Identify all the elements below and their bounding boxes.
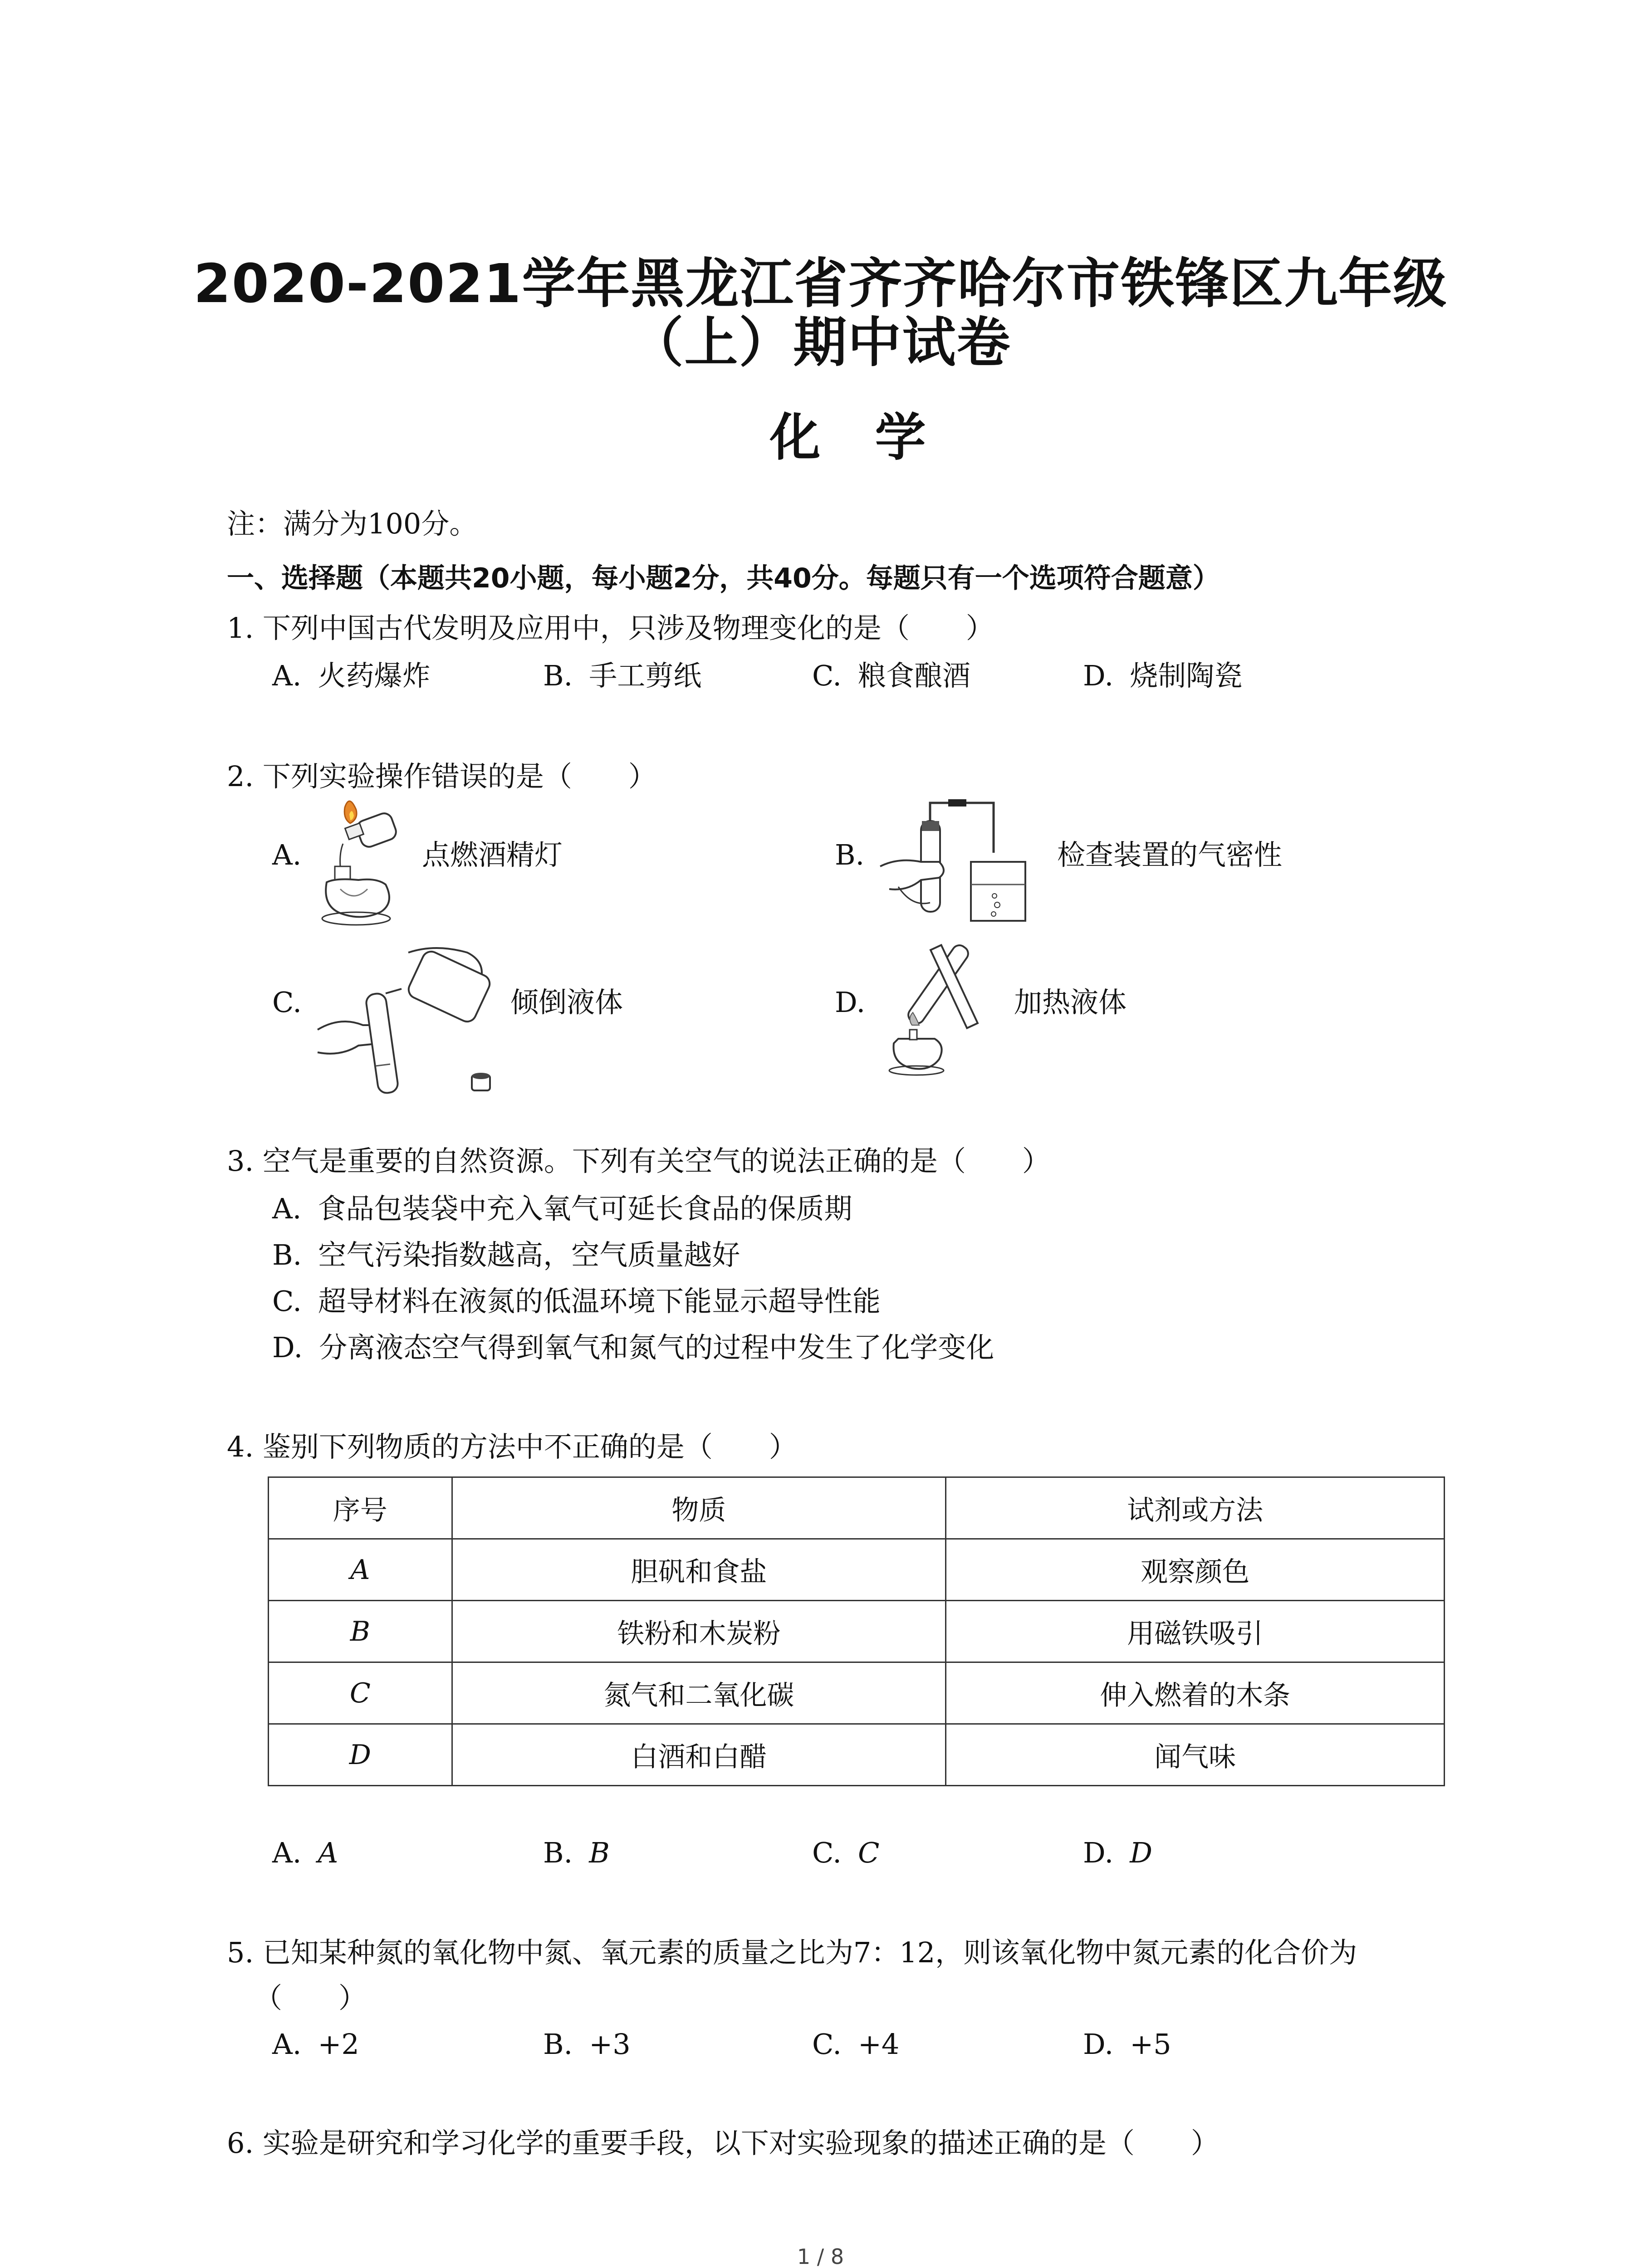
q2-option-c-label: C. bbox=[272, 986, 302, 1019]
alcohol-lamp-lighting-figure bbox=[313, 798, 431, 930]
q5-option-d bbox=[1083, 2026, 1171, 2063]
question-6-stem: 6. 实验是研究和学习化学的重要手段，以下对实验现象的描述正确的是（ ） bbox=[227, 2126, 1219, 2160]
option-label: C. bbox=[812, 2028, 842, 2061]
option-text: C bbox=[857, 1836, 880, 1869]
table-cell: D bbox=[269, 1724, 452, 1786]
question-2-stem: 2. 下列实验操作错误的是（ ） bbox=[227, 760, 656, 793]
q1-option-a bbox=[272, 658, 431, 694]
section-heading: 一、选择题（本题共20小题，每小题2分，共40分。每题只有一个选项符合题意） bbox=[227, 562, 1220, 594]
exam-title-line2: （上）期中试卷 bbox=[630, 311, 1011, 374]
option-text: A bbox=[318, 1836, 338, 1869]
airtightness-check-figure bbox=[880, 794, 1057, 939]
option-label: C. bbox=[272, 1285, 302, 1318]
option-text: 粮食酿酒 bbox=[857, 659, 970, 692]
q4-option-c bbox=[812, 1835, 879, 1871]
exam-title-line1: 2020-2021学年黑龙江省齐齐哈尔市铁锋区九年级 bbox=[193, 252, 1448, 315]
subject-title: 化学 bbox=[769, 408, 980, 467]
q5-option-b bbox=[543, 2026, 631, 2063]
option-label: B. bbox=[543, 1836, 573, 1869]
q2-option-d-label: D. bbox=[835, 986, 866, 1019]
table-cell: 铁粉和木炭粉 bbox=[452, 1601, 946, 1662]
option-label: B. bbox=[272, 1238, 302, 1271]
option-label: A. bbox=[272, 659, 302, 692]
table-row bbox=[269, 1662, 1445, 1724]
option-text: 超导材料在液氮的低温环境下能显示超导性能 bbox=[318, 1285, 881, 1318]
q2-option-a-label: A. bbox=[272, 838, 302, 871]
option-label: A. bbox=[272, 2028, 302, 2061]
q2-option-d-text: 加热液体 bbox=[1014, 986, 1127, 1019]
table-row bbox=[269, 1724, 1445, 1786]
q4-option-a bbox=[272, 1835, 338, 1871]
q3-option-d bbox=[272, 1330, 994, 1366]
table-cell: 用磁铁吸引 bbox=[946, 1601, 1445, 1662]
q4-option-b bbox=[543, 1835, 610, 1871]
table-row bbox=[269, 1601, 1445, 1662]
option-text: +2 bbox=[318, 2028, 359, 2061]
q2-option-b-label: B. bbox=[835, 838, 865, 871]
q5-option-c bbox=[812, 2026, 899, 2063]
q3-option-a bbox=[272, 1191, 852, 1227]
option-label: A. bbox=[272, 1836, 302, 1869]
option-text: B bbox=[589, 1836, 610, 1869]
table-cell: 观察颜色 bbox=[946, 1539, 1445, 1601]
option-label: D. bbox=[1083, 2028, 1114, 2061]
table-header-cell: 试剂或方法 bbox=[946, 1477, 1445, 1539]
q2-option-a-text: 点燃酒精灯 bbox=[422, 838, 563, 871]
table-cell: 胆矾和食盐 bbox=[452, 1539, 946, 1601]
q1-option-c bbox=[812, 658, 970, 694]
option-text: 空气污染指数越高，空气质量越好 bbox=[318, 1238, 740, 1271]
table-header-cell: 序号 bbox=[269, 1477, 452, 1539]
question-1-stem: 1. 下列中国古代发明及应用中，只涉及物理变化的是（ ） bbox=[227, 611, 994, 645]
option-label: C. bbox=[812, 1836, 842, 1869]
option-label: B. bbox=[543, 659, 573, 692]
option-text: 烧制陶瓷 bbox=[1130, 659, 1243, 692]
option-text: D bbox=[1130, 1836, 1152, 1869]
option-text: 食品包装袋中充入氧气可延长食品的保质期 bbox=[318, 1192, 852, 1225]
option-label: D. bbox=[1083, 659, 1114, 692]
identification-table bbox=[268, 1476, 1445, 1786]
question-5-stem: 5. 已知某种氮的氧化物中氮、氧元素的质量之比为7：12，则该氧化物中氮元素的化合价为 bbox=[227, 1936, 1357, 1969]
option-text: +5 bbox=[1130, 2028, 1171, 2061]
option-text: +3 bbox=[589, 2028, 631, 2061]
option-text: 分离液态空气得到氧气和氮气的过程中发生了化学变化 bbox=[319, 1331, 994, 1364]
pouring-liquid-figure bbox=[318, 934, 508, 1098]
table-cell: 伸入燃着的木条 bbox=[946, 1662, 1445, 1724]
question-3-stem: 3. 空气是重要的自然资源。下列有关空气的说法正确的是（ ） bbox=[227, 1144, 1050, 1178]
question-4-stem: 4. 鉴别下列物质的方法中不正确的是（ ） bbox=[227, 1430, 797, 1463]
table-header-cell: 物质 bbox=[452, 1477, 946, 1539]
table-cell: 白酒和白醋 bbox=[452, 1724, 946, 1786]
option-label: B. bbox=[543, 2028, 573, 2061]
option-text: 手工剪纸 bbox=[589, 659, 702, 692]
q1-option-b bbox=[543, 658, 701, 694]
q4-option-d bbox=[1083, 1835, 1152, 1871]
heating-liquid-figure bbox=[885, 939, 989, 1075]
table-cell: B bbox=[269, 1601, 452, 1662]
q2-option-c-text: 倾倒液体 bbox=[510, 986, 623, 1019]
q3-option-b bbox=[272, 1237, 740, 1273]
option-text: 火药爆炸 bbox=[318, 659, 431, 692]
q1-option-d bbox=[1083, 658, 1242, 694]
option-label: D. bbox=[272, 1331, 303, 1364]
option-label: A. bbox=[272, 1192, 302, 1225]
question-5-stem-cont: （ ） bbox=[254, 1981, 367, 2014]
table-row bbox=[269, 1539, 1445, 1601]
table-header-row bbox=[269, 1477, 1445, 1539]
option-label: D. bbox=[1083, 1836, 1114, 1869]
q3-option-c bbox=[272, 1283, 881, 1320]
option-text: +4 bbox=[857, 2028, 900, 2061]
q2-option-b-text: 检查装置的气密性 bbox=[1057, 838, 1283, 871]
table-cell: 闻气味 bbox=[946, 1724, 1445, 1786]
page-number: 1 / 8 bbox=[797, 2244, 844, 2268]
table-cell: A bbox=[269, 1539, 452, 1601]
option-label: C. bbox=[812, 659, 842, 692]
q5-option-a bbox=[272, 2026, 359, 2063]
table-cell: C bbox=[269, 1662, 452, 1724]
score-note: 注：满分为100分。 bbox=[227, 507, 478, 540]
table-cell: 氮气和二氧化碳 bbox=[452, 1662, 946, 1724]
